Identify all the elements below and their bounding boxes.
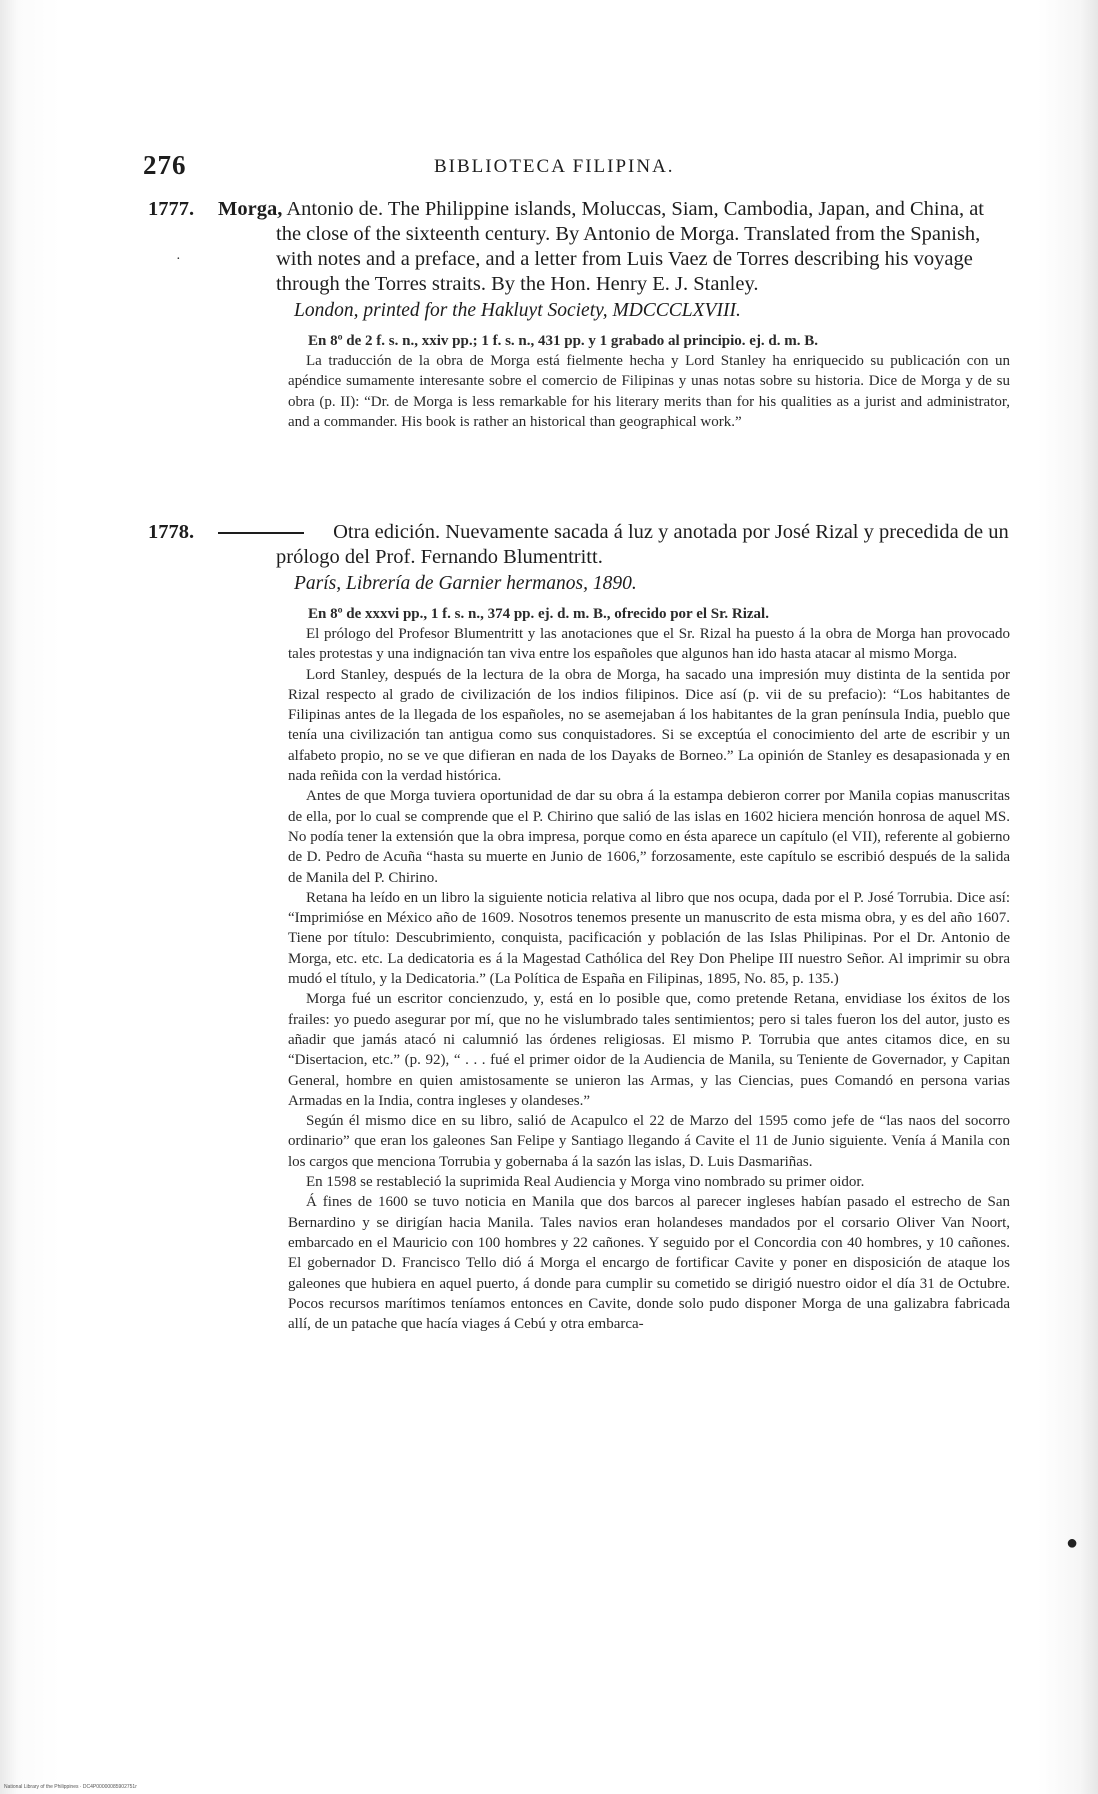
note-paragraph: En 1598 se restableció la suprimida Real Audiencia y Morga vino nombrado su primer oidor. <box>306 1174 865 1191</box>
entry-collation: En 8º de 2 f. s. n., xxiv pp.; 1 f. s. n., 431 pp. y 1 grabado al principio. ej. d. m. B. <box>308 333 819 349</box>
entry-imprint: París, Librería de Garnier hermanos, 1890. <box>294 573 637 594</box>
entry-number: 1777. <box>148 198 195 220</box>
bibliography-entry-1777 <box>148 197 1010 432</box>
entry-number: 1778. <box>148 521 195 543</box>
page-header <box>0 150 1098 190</box>
note-paragraph: El prólogo del Profesor Blumentritt y las anotaciones que el Sr. Rizal ha puesto á la obra de Morga han provocado tales protestas y una indignación tan viva entre los españoles que algunos han ido hasta atacar al mismo Morga. <box>288 626 1010 663</box>
margin-blot: ● <box>1066 1532 1079 1554</box>
entry-notes <box>288 624 1010 1334</box>
note-paragraph: Según él mismo dice en su libro, salió de Acapulco el 22 de Marzo del 1595 como jefe de “las naos del socorro ordinario” que eran los galeones San Felipe y Santiago llegando á Cavite el 11 de Junio siguiente. Venía á Manila con los cargos que menciona Torrubia y gobernaba á la sazón las islas, D. Luis Dasmariñas. <box>288 1113 1010 1170</box>
note-paragraph: La traducción de la obra de Morga está fielmente hecha y Lord Stanley ha enriquecido su publicación con un apéndice sumamente interesante sobre el comercio de Filipinas y unas notas sobre su historia. Dice de Morga y de su obra (p. II): “Dr. de Morga is less remarkable for his literary merits than for his qualities as a jurist and administrator, and a commander. His book is rather an historical than geographical work.” <box>288 353 1010 430</box>
entry-author: Morga, <box>218 198 283 220</box>
note-paragraph: Antes de que Morga tuviera oportunidad de dar su obra á la estampa debieron correr por Manila copias manuscritas de ella, por lo cual se comprende que el P. Chirino que salió de las islas en 1602 hiciera mención honrosa de aquel MS. No podía tener la extensión que la obra impresa, porque como en ésta aparece un capítulo (el VII), referente al gobierno de D. Pedro de Acuña “hasta su muerte en Junio de 1606,” forzosamente, este capítulo se escribió después de la salida de Manila del P. Chirino. <box>288 788 1010 886</box>
note-paragraph: Morga fué un escritor concienzudo, y, está en lo posible que, como pretende Retana, envidiase los éxitos de los frailes: yo puedo asegurar por mí, que no he vislumbrado tales sentimientos; pero si tales fueron los del autor, justo es añadir que jamás atacó ni calumnió las órdenes religiosas. El mismo P. Torrubia que antes citamos dice, en su “Disertacion, etc.” (p. 92), “ . . . fué el primer oidor de la Audiencia de Manila, su Teniente de Governador, y Capitan General, hombre en quien amistosamente se unieron las Armas, y las Ciencias, pues Comandó en persona varias Armadas en la India, contra ingleses y olandeses.” <box>288 991 1010 1109</box>
entry-heading <box>148 197 1010 297</box>
scan-credit: National Library of the Philippines · DC4P00000085902751r <box>4 1784 137 1790</box>
running-head: BIBLIOTECA FILIPINA. <box>434 156 675 177</box>
entry-imprint: London, printed for the Hakluyt Society, MDCCCLXVIII. <box>294 300 741 321</box>
entry-title: Otra edición. Nuevamente sacada á luz y anotada por José Rizal y precedida de un prólogo del Prof. Fernando Blumentritt. <box>276 521 1009 568</box>
bibliography-entry-1778 <box>148 520 1010 1334</box>
ditto-dash <box>218 520 328 545</box>
entry-title: Antonio de. The Philippine islands, Moluccas, Siam, Cambodia, Japan, and China, at the close of the sixteenth century. By Antonio de Morga. Translated from the Spanish, with notes and a preface, and a letter from Luis Vaez de Torres describing his voyage through the Torres straits. By the Hon. Henry E. J. Stanley. <box>276 198 984 295</box>
margin-dot: · <box>176 252 181 267</box>
entry-notes <box>288 351 1010 432</box>
entry-heading <box>148 520 1010 570</box>
entry-collation: En 8º de xxxvi pp., 1 f. s. n., 374 pp. ej. d. m. B., ofrecido por el Sr. Rizal. <box>308 606 769 622</box>
note-paragraph: Á fines de 1600 se tuvo noticia en Manila que dos barcos al parecer ingleses habían pasado el estrecho de San Bernardino y se dirigían hacia Manila. Tales navios eran holandeses mandados por el corsario Oliver Van Noort, embarcado en el Mauricio con 100 hombres y 22 cañones. Y seguido por el Concordia con 40 hombres, y 10 cañones. El gobernador D. Francisco Tello dió á Morga el encargo de fortificar Cavite y poner en disposición de ataque los galeones que hubiera en aquel puerto, á donde para cumplir su cometido se dirigió nuestro oidor el día 31 de Octubre. Pocos recursos marítimos teníamos entonces en Cavite, donde solo pudo disponer Morga de una galizabra fabricada allí, de un patache que hacía viages á Cebú y otra embarca- <box>288 1194 1010 1333</box>
note-paragraph: Retana ha leído en un libro la siguiente noticia relativa al libro que nos ocupa, dada por el P. José Torrubia. Dice así: “Imprimióse en México año de 1609. Nosotros tenemos presente un manuscrito de esta misma obra, y es del año 1607. Tiene por título: Descubrimiento, conquista, pacificación y población de las Islas Philipinas. Por el Dr. Antonio de Morga, etc. etc. La dedicatoria es á la Magestad Cathólica del Rey Don Phelipe III nuestro Señor. Al imprimir su obra mudó el título, y la Dedicatoria.” (La Política de España en Filipinas, 1895, No. 85, p. 135.) <box>288 889 1010 988</box>
page-number: 276 <box>143 150 187 180</box>
note-paragraph: Lord Stanley, después de la lectura de la obra de Morga, ha sacado una impresión muy distinta de la sentida por Rizal respecto al grado de civilización de los indios filipinos. Dice así (p. vii de su prefacio): “Los habitantes de Filipinas antes de la llegada de los españoles, no se asemejaban á los habitantes de la gran península India, pueblo que tenía una civilización tan antigua como sus conquistadores. Si se exceptúa el conocimiento del arte de escribir y un alfabeto propio, no se ve que difieran en nada de los Dayaks de Borneo.” La opinión de Stanley es desapasionada y en nada reñida con la verdad histórica. <box>288 666 1010 785</box>
